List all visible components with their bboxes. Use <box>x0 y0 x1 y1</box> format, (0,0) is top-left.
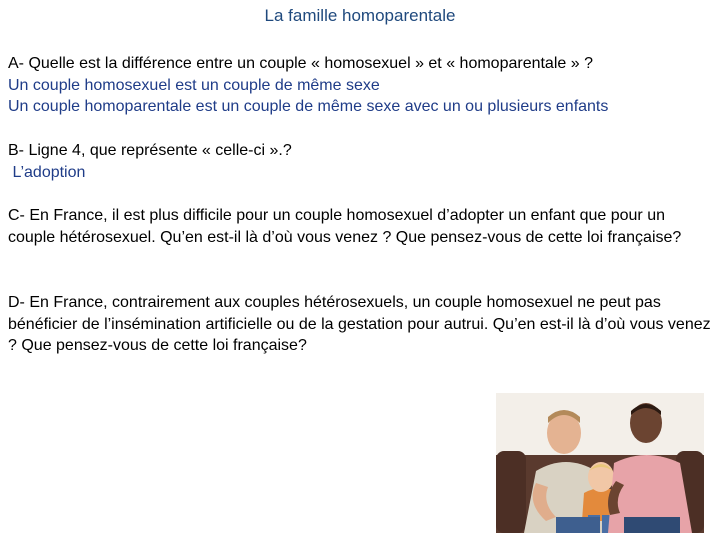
question-c: C- En France, il est plus difficile pour un couple homosexuel d’adopter un enfant que pour un couple hétérosexuel. Qu’en est-il là d’où vous venez ? Que pensez-vous de cette loi française? <box>8 207 682 246</box>
family-photo <box>496 393 704 533</box>
page-title: La famille homoparentale <box>264 6 456 25</box>
question-a: A- Quelle est la différence entre un couple « homosexuel » et « homoparentale » ? <box>8 55 593 72</box>
section-c <box>8 205 714 248</box>
answer-a-2: Un couple homoparentale est un couple de même sexe avec un ou plusieurs enfants <box>8 98 609 115</box>
answer-a-1: Un couple homosexuel est un couple de même sexe <box>8 76 380 94</box>
section-d <box>8 292 714 357</box>
section-b <box>8 140 714 183</box>
question-d: D- En France, contrairement aux couples hétérosexuels, un couple homosexuel ne peut pas bénéficier de l’insémination artificielle ou de la gestation pour autrui. Qu’en est-il là d’où vous venez ? Que pensez-vous de cette loi française? <box>8 294 711 354</box>
answer-b: L’adoption <box>8 163 86 181</box>
section-a <box>8 53 714 118</box>
family-photo-icon <box>496 393 704 533</box>
question-b: B- Ligne 4, que représente « celle-ci ».? <box>8 142 292 159</box>
